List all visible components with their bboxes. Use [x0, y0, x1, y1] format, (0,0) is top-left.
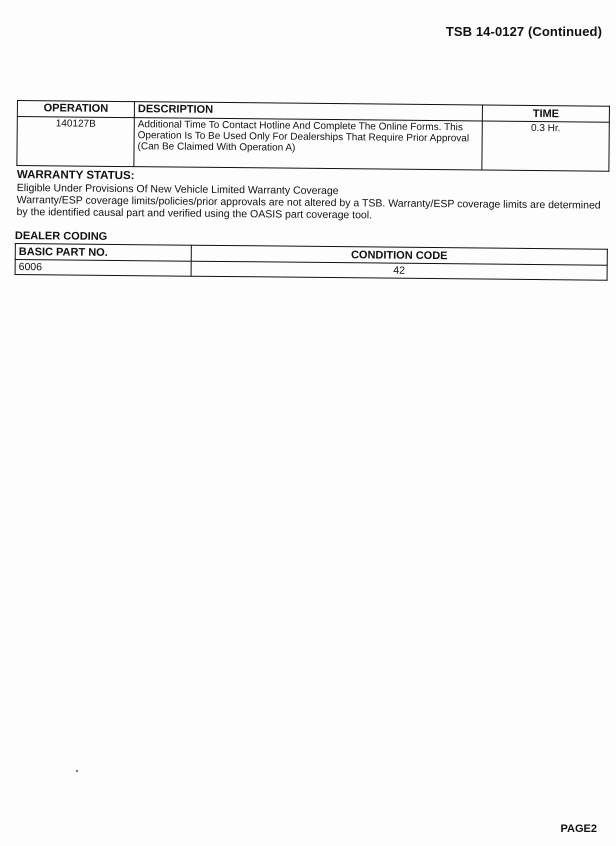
warranty-status-section	[17, 169, 602, 224]
dealer-coding-heading: DEALER CODING	[14, 230, 108, 243]
scan-speck	[76, 770, 78, 772]
dealer-coding-section	[15, 230, 607, 281]
warranty-status-heading: WARRANTY STATUS:	[16, 169, 135, 183]
dealer-coding-table	[15, 243, 608, 281]
operation-column-header: OPERATION	[17, 101, 134, 118]
basic-part-no-cell: 6006	[15, 260, 191, 277]
basic-part-no-column-header: BASIC PART NO.	[15, 244, 191, 262]
description-column-header: DESCRIPTION	[134, 102, 482, 121]
condition-code-cell: 42	[191, 261, 607, 280]
table-row	[17, 117, 609, 172]
warranty-eligibility-text: Eligible Under Provisions Of New Vehicle Limited Warranty Coverage	[16, 181, 339, 198]
condition-code-column-header: CONDITION CODE	[191, 245, 607, 265]
labor-time-cell: 0.3 Hr.	[482, 121, 609, 171]
tsb-number-header: TSB 14-0127 (Continued)	[445, 24, 602, 39]
page-number: PAGE2	[560, 823, 597, 835]
operation-code-cell: 140127B	[17, 117, 134, 167]
operation-description-cell: Additional Time To Contact Hotline And Complete The Online Forms. This Operation Is To Be Used Only For Dealerships That Require Prior Approval (Can Be Claimed With Operation A)	[134, 118, 482, 170]
warranty-coverage-note: Warranty/ESP coverage limits/policies/prior approvals are not altered by a TSB. Warranty/ESP coverage limits are determined by the identified causal part and verified using the OASIS part coverage tool.	[16, 193, 601, 222]
time-column-header: TIME	[482, 105, 609, 122]
labor-operation-table	[16, 100, 610, 172]
